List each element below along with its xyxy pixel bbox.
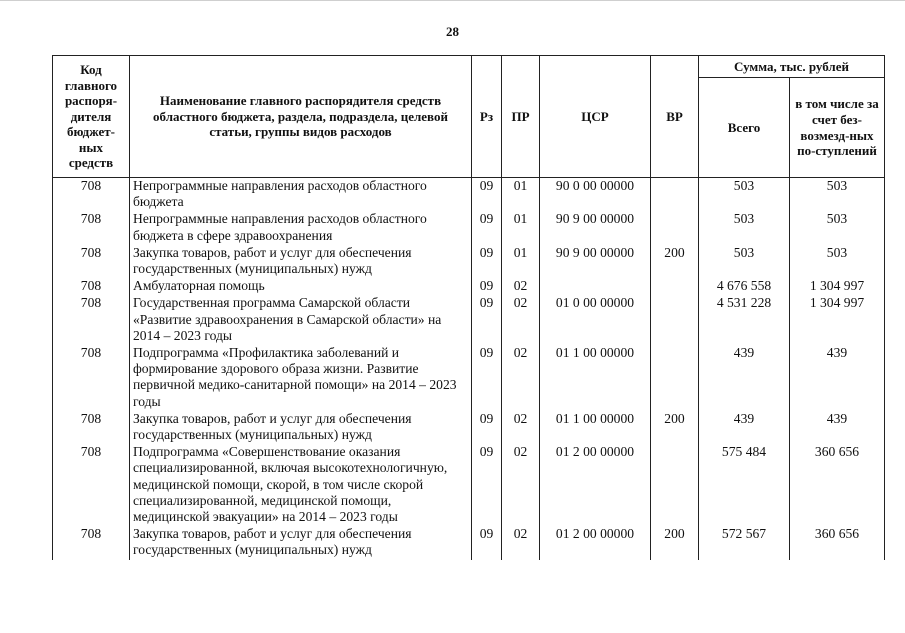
cell-free: 360 656 <box>790 526 885 559</box>
header-csr: ЦСР <box>540 56 651 178</box>
cell-rz: 09 <box>472 245 502 278</box>
header-amount-group: Сумма, тыс. рублей <box>699 56 885 78</box>
table-body <box>53 178 885 560</box>
table-header <box>53 56 885 178</box>
cell-code: 708 <box>53 345 130 411</box>
cell-total: 439 <box>699 345 790 411</box>
cell-name: Непрограммные направления расходов областного бюджета <box>130 178 472 212</box>
cell-rz: 09 <box>472 444 502 526</box>
cell-vr <box>651 444 699 526</box>
cell-free: 1 304 997 <box>790 295 885 345</box>
cell-name: Непрограммные направления расходов областного бюджета в сфере здравоохранения <box>130 211 472 244</box>
cell-name: Закупка товаров, работ и услуг для обеспечения государственных (муниципальных) нужд <box>130 411 472 444</box>
cell-code: 708 <box>53 278 130 295</box>
cell-vr <box>651 211 699 244</box>
cell-csr: 90 9 00 00000 <box>540 211 651 244</box>
cell-csr: 01 1 00 00000 <box>540 411 651 444</box>
cell-name: Подпрограмма «Профилактика заболеваний и формирование здорового образа жизни. Развитие первичной медико-санитарной помощи» на 2014 – 2023 годы <box>130 345 472 411</box>
cell-vr <box>651 178 699 212</box>
cell-total: 503 <box>699 245 790 278</box>
cell-rz: 09 <box>472 178 502 212</box>
cell-total: 503 <box>699 178 790 212</box>
cell-name: Амбулаторная помощь <box>130 278 472 295</box>
cell-total: 503 <box>699 211 790 244</box>
cell-name: Подпрограмма «Совершенствование оказания специализированной, включая высокотехнологичную, медицинской помощи, скорой, в том числе скорой специализированной, медицинской помощи, медицинской эвакуации» на 2014 – 2023 годы <box>130 444 472 526</box>
cell-rz: 09 <box>472 295 502 345</box>
table-row <box>53 245 885 278</box>
scan-edge-line <box>0 0 905 1</box>
cell-csr: 01 2 00 00000 <box>540 526 651 559</box>
cell-pr: 02 <box>502 444 540 526</box>
cell-rz: 09 <box>472 411 502 444</box>
cell-pr: 01 <box>502 211 540 244</box>
cell-rz: 09 <box>472 345 502 411</box>
cell-vr <box>651 295 699 345</box>
cell-pr: 02 <box>502 526 540 559</box>
table-row <box>53 278 885 295</box>
cell-free: 1 304 997 <box>790 278 885 295</box>
cell-csr: 90 9 00 00000 <box>540 245 651 278</box>
cell-code: 708 <box>53 526 130 559</box>
cell-code: 708 <box>53 245 130 278</box>
cell-code: 708 <box>53 444 130 526</box>
cell-total: 575 484 <box>699 444 790 526</box>
cell-vr <box>651 345 699 411</box>
cell-rz: 09 <box>472 211 502 244</box>
cell-vr <box>651 278 699 295</box>
cell-code: 708 <box>53 411 130 444</box>
cell-pr: 01 <box>502 245 540 278</box>
cell-pr: 02 <box>502 295 540 345</box>
cell-name: Закупка товаров, работ и услуг для обеспечения государственных (муниципальных) нужд <box>130 245 472 278</box>
table-row <box>53 345 885 411</box>
cell-total: 439 <box>699 411 790 444</box>
table-row <box>53 411 885 444</box>
header-total: Всего <box>699 78 790 178</box>
table-row <box>53 526 885 559</box>
cell-pr: 02 <box>502 411 540 444</box>
cell-code: 708 <box>53 295 130 345</box>
cell-csr: 01 0 00 00000 <box>540 295 651 345</box>
page-number: 28 <box>446 24 459 39</box>
cell-vr: 200 <box>651 245 699 278</box>
cell-total: 4 531 228 <box>699 295 790 345</box>
header-code: Код главного распоря-дителя бюджет-ных средств <box>53 56 130 178</box>
table-row <box>53 444 885 526</box>
cell-name: Закупка товаров, работ и услуг для обеспечения государственных (муниципальных) нужд <box>130 526 472 559</box>
cell-vr: 200 <box>651 411 699 444</box>
cell-csr: 90 0 00 00000 <box>540 178 651 212</box>
cell-code: 708 <box>53 178 130 212</box>
cell-csr: 01 2 00 00000 <box>540 444 651 526</box>
cell-pr: 01 <box>502 178 540 212</box>
cell-free: 439 <box>790 411 885 444</box>
cell-rz: 09 <box>472 278 502 295</box>
cell-free: 503 <box>790 245 885 278</box>
cell-free: 439 <box>790 345 885 411</box>
header-free: в том числе за счет без-возмезд-ных по-ступлений <box>790 78 885 178</box>
table-row <box>53 295 885 345</box>
cell-code: 708 <box>53 211 130 244</box>
cell-total: 572 567 <box>699 526 790 559</box>
header-rz: Рз <box>472 56 502 178</box>
cell-total: 4 676 558 <box>699 278 790 295</box>
budget-table <box>52 55 885 560</box>
cell-free: 503 <box>790 211 885 244</box>
cell-csr <box>540 278 651 295</box>
cell-rz: 09 <box>472 526 502 559</box>
cell-vr: 200 <box>651 526 699 559</box>
table-row <box>53 211 885 244</box>
cell-free: 503 <box>790 178 885 212</box>
cell-free: 360 656 <box>790 444 885 526</box>
cell-csr: 01 1 00 00000 <box>540 345 651 411</box>
table-row <box>53 178 885 212</box>
cell-pr: 02 <box>502 345 540 411</box>
cell-name: Государственная программа Самарской области «Развитие здравоохранения в Самарской области» на 2014 – 2023 годы <box>130 295 472 345</box>
cell-pr: 02 <box>502 278 540 295</box>
header-vr: ВР <box>651 56 699 178</box>
header-pr: ПР <box>502 56 540 178</box>
header-name: Наименование главного распорядителя средств областного бюджета, раздела, подраздела, целевой статьи, группы видов расходов <box>130 56 472 178</box>
